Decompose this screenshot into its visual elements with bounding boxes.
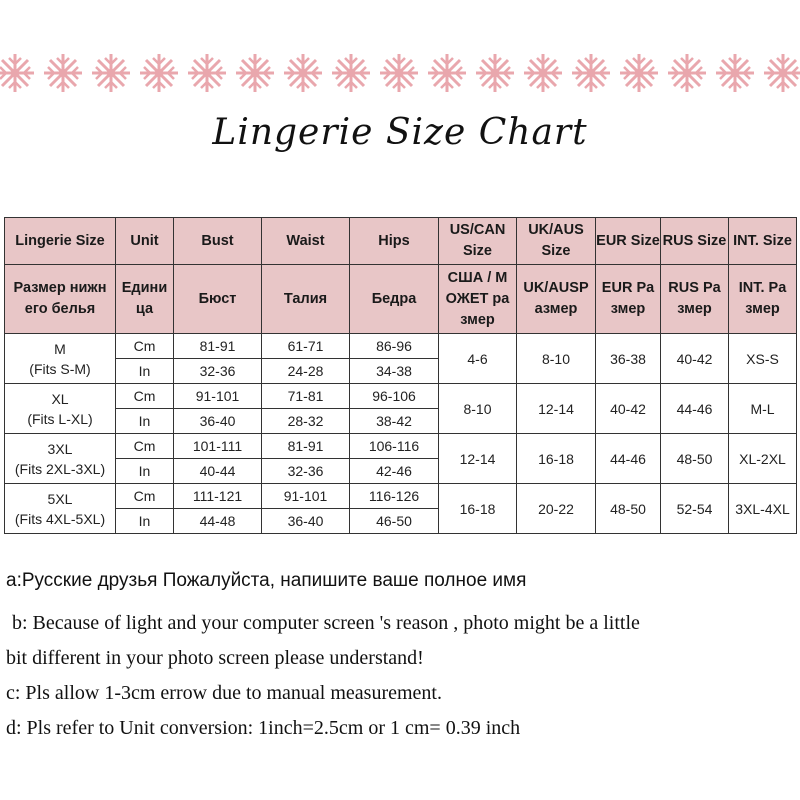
us-can-size-cell: 16-18: [439, 484, 517, 534]
size-label-cell: [5, 434, 116, 484]
bust-cm-cell: 111-121: [174, 484, 262, 509]
waist-in-cell: 36-40: [262, 509, 350, 534]
size-chart-table: [4, 217, 797, 534]
waist-cm-cell: 81-91: [262, 434, 350, 459]
header-ru-cell: Бедра: [350, 265, 439, 334]
size-fits: (Fits S-M): [29, 360, 91, 377]
bust-in-cell: 40-44: [174, 459, 262, 484]
header-en-cell: EUR Size: [596, 218, 661, 265]
rus-size-cell: 52-54: [661, 484, 729, 534]
header-row-english: [5, 218, 797, 265]
uk-aus-size-cell: 16-18: [517, 434, 596, 484]
waist-in-cell: 28-32: [262, 409, 350, 434]
waist-cm-cell: 61-71: [262, 334, 350, 359]
header-en-cell: Bust: [174, 218, 262, 265]
size-label-cell: [5, 484, 116, 534]
bust-cm-cell: 91-101: [174, 384, 262, 409]
table-row: [5, 334, 797, 359]
note-b-line2: bit different in your photo screen please understand!: [6, 647, 424, 669]
size-fits: (Fits L-XL): [27, 410, 93, 427]
us-can-size-cell: 8-10: [439, 384, 517, 434]
us-can-size-cell: 12-14: [439, 434, 517, 484]
uk-aus-size-cell: 12-14: [517, 384, 596, 434]
rus-size-cell: 48-50: [661, 434, 729, 484]
header-en-cell: INT. Size: [729, 218, 797, 265]
unit-cell: In: [116, 409, 174, 434]
header-ru-cell: EUR Pa змер: [596, 265, 661, 334]
uk-aus-size-cell: 20-22: [517, 484, 596, 534]
hips-cm-cell: 116-126: [350, 484, 439, 509]
us-can-size-cell: 4-6: [439, 334, 517, 384]
unit-cell: In: [116, 459, 174, 484]
hips-in-cell: 42-46: [350, 459, 439, 484]
waist-in-cell: 24-28: [262, 359, 350, 384]
rus-size-cell: 44-46: [661, 384, 729, 434]
notes-section: [6, 570, 796, 746]
rus-size-cell: 40-42: [661, 334, 729, 384]
unit-cell: Cm: [116, 434, 174, 459]
size-name: 3XL: [47, 440, 73, 457]
size-label-cell: [5, 334, 116, 384]
header-en-cell: Hips: [350, 218, 439, 265]
size-fits: (Fits 2XL-3XL): [14, 460, 106, 477]
hips-in-cell: 38-42: [350, 409, 439, 434]
size-name: XL: [51, 390, 69, 407]
header-ru-cell: Бюст: [174, 265, 262, 334]
hips-in-cell: 34-38: [350, 359, 439, 384]
bust-cm-cell: 81-91: [174, 334, 262, 359]
header-en-cell: US/CAN Size: [439, 218, 517, 265]
header-ru-cell: Размер нижн его белья: [5, 265, 116, 334]
note-c: c: Pls allow 1-3cm errow due to manual measurement.: [6, 682, 442, 704]
int-size-cell: M-L: [729, 384, 797, 434]
chart-title: Lingerie Size Chart: [212, 112, 588, 153]
int-size-cell: XL-2XL: [729, 434, 797, 484]
note-b-line1: b: Because of light and your computer screen 's reason , photo might be a little: [12, 612, 640, 634]
unit-cell: In: [116, 359, 174, 384]
size-fits: (Fits 4XL-5XL): [14, 510, 106, 527]
table-row: [5, 384, 797, 409]
eur-size-cell: 48-50: [596, 484, 661, 534]
int-size-cell: XS-S: [729, 334, 797, 384]
hips-cm-cell: 106-116: [350, 434, 439, 459]
waist-cm-cell: 91-101: [262, 484, 350, 509]
header-en-cell: Unit: [116, 218, 174, 265]
header-ru-cell: Талия: [262, 265, 350, 334]
note-d: d: Pls refer to Unit conversion: 1inch=2.5cm or 1 cm= 0.39 inch: [6, 717, 521, 739]
table-row: [5, 484, 797, 509]
header-ru-cell: США / M ОЖЕТ ра змер: [439, 265, 517, 334]
header-ru-cell: Едини ца: [116, 265, 174, 334]
hips-cm-cell: 86-96: [350, 334, 439, 359]
header-row-russian: [5, 265, 797, 334]
bust-in-cell: 44-48: [174, 509, 262, 534]
bust-cm-cell: 101-111: [174, 434, 262, 459]
header-ru-cell: INT. Pa змер: [729, 265, 797, 334]
bust-in-cell: 32-36: [174, 359, 262, 384]
header-en-cell: UK/AUS Size: [517, 218, 596, 265]
uk-aus-size-cell: 8-10: [517, 334, 596, 384]
waist-cm-cell: 71-81: [262, 384, 350, 409]
hips-in-cell: 46-50: [350, 509, 439, 534]
unit-cell: Cm: [116, 384, 174, 409]
unit-cell: In: [116, 509, 174, 534]
size-name: 5XL: [47, 490, 73, 507]
eur-size-cell: 40-42: [596, 384, 661, 434]
size-name: M: [54, 340, 66, 357]
unit-cell: Cm: [116, 484, 174, 509]
bust-in-cell: 36-40: [174, 409, 262, 434]
header-en-cell: Waist: [262, 218, 350, 265]
hips-cm-cell: 96-106: [350, 384, 439, 409]
unit-cell: Cm: [116, 334, 174, 359]
header-ru-cell: UK/AUSP азмер: [517, 265, 596, 334]
header-en-cell: RUS Size: [661, 218, 729, 265]
eur-size-cell: 44-46: [596, 434, 661, 484]
decorative-snowflake-border: [0, 50, 800, 96]
eur-size-cell: 36-38: [596, 334, 661, 384]
header-ru-cell: RUS Pa змер: [661, 265, 729, 334]
size-label-cell: [5, 384, 116, 434]
int-size-cell: 3XL-4XL: [729, 484, 797, 534]
header-en-cell: Lingerie Size: [5, 218, 116, 265]
note-a: a:Русские друзья Пожалуйста, напишите ваше полное имя: [6, 570, 527, 591]
table-row: [5, 434, 797, 459]
waist-in-cell: 32-36: [262, 459, 350, 484]
